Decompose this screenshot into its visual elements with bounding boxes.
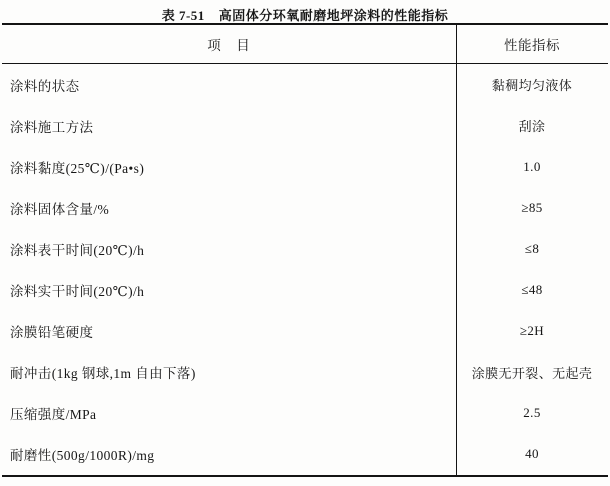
table-row xyxy=(2,105,608,146)
item-cell: 耐磨性(500g/1000R)/mg xyxy=(10,448,155,464)
table-row xyxy=(2,311,608,352)
item-cell: 涂料的状态 xyxy=(10,78,80,94)
header-cell-item: 项 目 xyxy=(207,38,251,53)
value-cell: ≥85 xyxy=(521,199,543,215)
value-cell: ≤48 xyxy=(521,282,543,298)
performance-table xyxy=(2,23,608,477)
table-row xyxy=(2,269,608,310)
table-header-row xyxy=(2,25,608,64)
value-cell: 刮涂 xyxy=(518,119,546,135)
column-divider xyxy=(456,25,457,475)
value-cell: 2.5 xyxy=(523,405,541,421)
item-cell: 涂料固体含量/% xyxy=(10,201,110,217)
value-cell: 40 xyxy=(525,446,539,462)
value-cell: ≤8 xyxy=(524,240,540,256)
table-title: 高固体分环氧耐磨地坪涂料的性能指标 xyxy=(218,8,449,23)
value-cell: 1.0 xyxy=(523,158,541,174)
table-row xyxy=(2,228,608,269)
table-row xyxy=(2,352,608,393)
item-cell: 涂料实干时间(20℃)/h xyxy=(10,284,145,300)
table-row xyxy=(2,187,608,228)
header-cell-value: 性能指标 xyxy=(504,38,560,53)
item-cell: 压缩强度/MPa xyxy=(10,407,97,423)
table-body xyxy=(2,64,608,475)
value-cell: 黏稠均匀液体 xyxy=(491,78,573,94)
table-row xyxy=(2,146,608,187)
table-row xyxy=(2,393,608,434)
value-cell: ≥2H xyxy=(519,323,545,339)
item-cell: 涂膜铅笔硬度 xyxy=(10,325,94,341)
value-cell: 涂膜无开裂、无起壳 xyxy=(471,365,593,381)
table-number: 表 7-51 xyxy=(161,8,205,23)
table-row xyxy=(2,64,608,105)
table-caption xyxy=(0,5,610,24)
item-cell: 涂料黏度(25℃)/(Pa•s) xyxy=(10,160,145,176)
item-cell: 涂料施工方法 xyxy=(10,119,94,135)
table-row xyxy=(2,434,608,475)
item-cell: 耐冲击(1kg 钢球,1m 自由下落) xyxy=(10,366,196,382)
item-cell: 涂料表干时间(20℃)/h xyxy=(10,242,145,258)
